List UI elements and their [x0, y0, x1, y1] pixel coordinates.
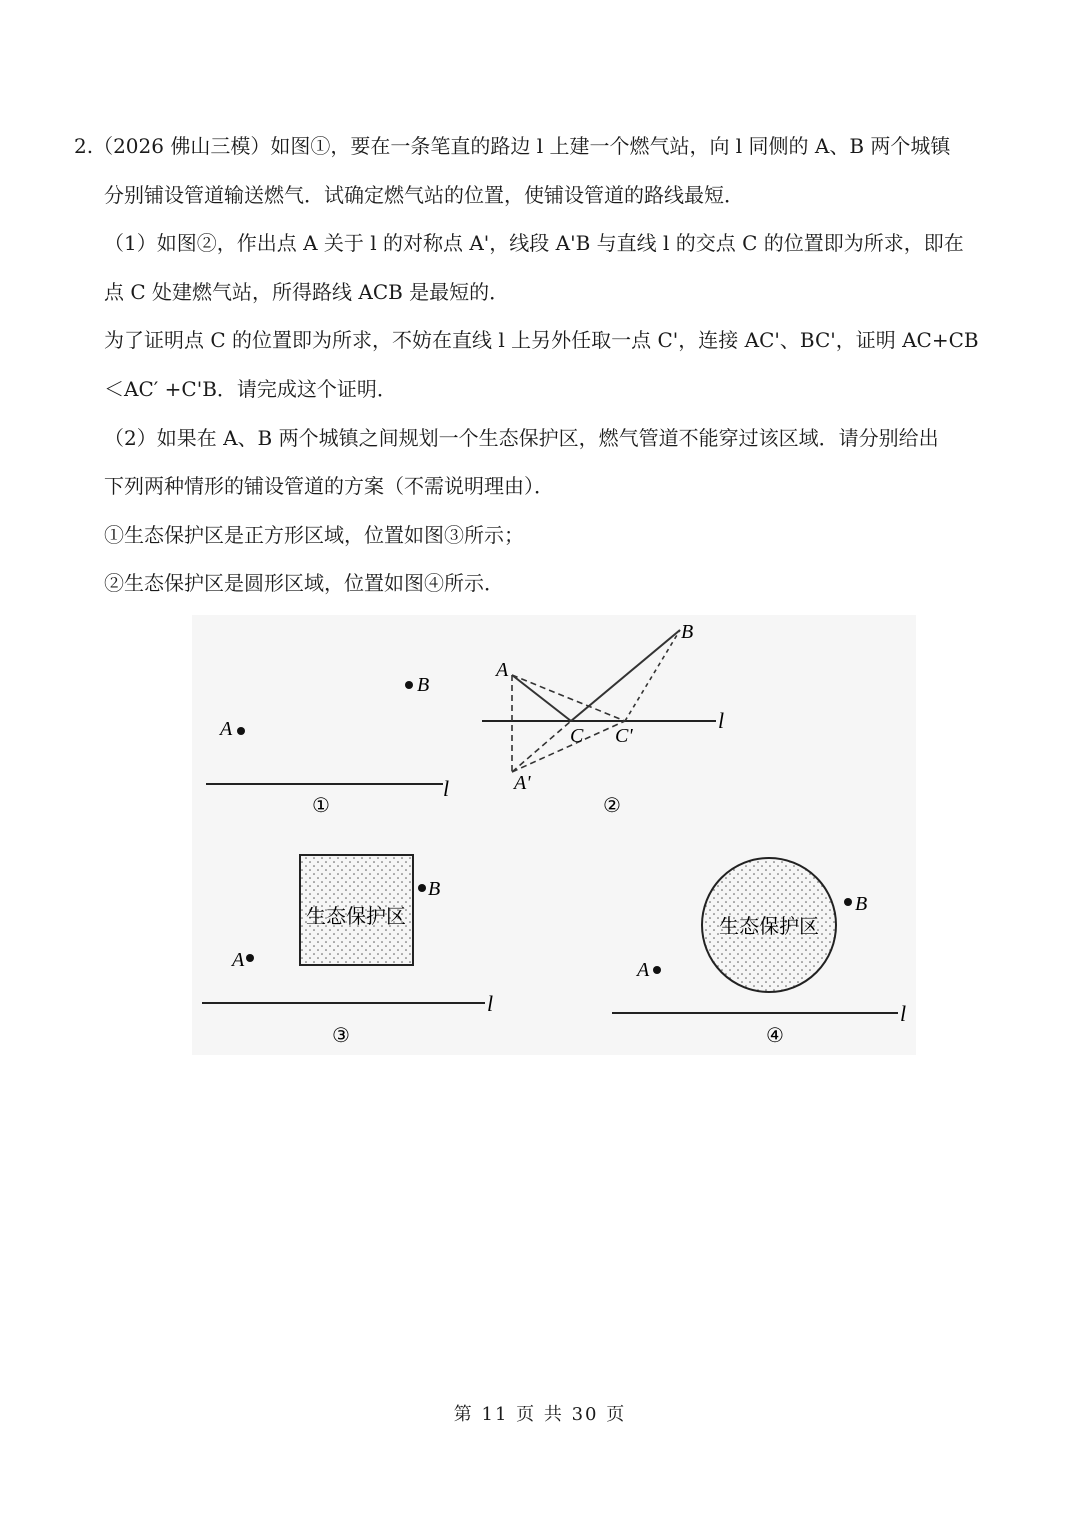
- label-l: l: [443, 776, 450, 801]
- caption-1: ①: [312, 795, 330, 817]
- zone-label: 生态保护区: [306, 904, 406, 928]
- point-a: [246, 954, 254, 962]
- problem-line-1: 2.（2026 佛山三模）如图①，要在一条笔直的路边 l 上建一个燃气站，向 l 同侧的 A、B 两个城镇: [74, 134, 951, 158]
- point-b: [405, 681, 413, 689]
- zone-label: 生态保护区: [719, 914, 819, 938]
- label-c-prime: C': [615, 725, 633, 747]
- problem-line-8: 下列两种情形的铺设管道的方案（不需说明理由）．: [104, 474, 554, 498]
- point-a: [653, 966, 661, 974]
- figure-4: [612, 858, 906, 1047]
- caption-3: ③: [332, 1025, 350, 1047]
- label-a-prime: A': [514, 772, 531, 794]
- caption-4: ④: [766, 1025, 784, 1047]
- point-b: [844, 898, 852, 906]
- problem-line-9: ①生态保护区是正方形区域，位置如图③所示；: [104, 523, 524, 547]
- label-a: A: [232, 949, 245, 971]
- label-l: l: [487, 991, 494, 1016]
- label-b: B: [428, 878, 441, 900]
- label-a: A: [496, 659, 509, 681]
- segment-cb: [571, 630, 680, 721]
- label-c: C: [570, 725, 584, 747]
- caption-2: ②: [603, 795, 621, 817]
- figure-2: [482, 621, 724, 817]
- segment-ac-prime: [512, 675, 625, 721]
- label-l: l: [900, 1001, 907, 1026]
- segment-c-prime-b: [625, 630, 680, 721]
- label-a: A: [220, 718, 233, 740]
- segment-a-prime-c-prime: [512, 721, 625, 772]
- label-a: A: [637, 959, 650, 981]
- label-b: B: [417, 674, 430, 696]
- problem-line-4: 点 C 处建燃气站，所得路线 ACB 是最短的．: [104, 280, 510, 304]
- problem-line-6: ＜AC′ +C'B．请完成这个证明．: [104, 377, 397, 401]
- segment-a-prime-c: [512, 721, 571, 772]
- label-b: B: [855, 893, 868, 915]
- problem-line-2: 分别铺设管道输送燃气．试确定燃气站的位置，使铺设管道的路线最短．: [104, 183, 744, 207]
- point-b: [418, 884, 426, 892]
- problem-line-10: ②生态保护区是圆形区域，位置如图④所示．: [104, 571, 504, 595]
- label-l: l: [718, 708, 725, 733]
- figure-1: [206, 674, 449, 817]
- figure-3: [202, 855, 493, 1047]
- problem-line-7: （2）如果在 A、B 两个城镇之间规划一个生态保护区，燃气管道不能穿过该区域．请分别给出: [104, 426, 939, 450]
- label-b: B: [681, 621, 694, 643]
- point-a: [237, 727, 245, 735]
- problem-line-3: （1）如图②，作出点 A 关于 l 的对称点 A'，线段 A'B 与直线 l 的交点 C 的位置即为所求，即在: [104, 231, 964, 255]
- problem-line-5: 为了证明点 C 的位置即为所求，不妨在直线 l 上另外任取一点 C'，连接 AC'、BC'，证明 AC+CB: [104, 328, 979, 352]
- page-footer: 第 11 页 共 30 页: [453, 1404, 627, 1425]
- segment-ac: [512, 675, 571, 721]
